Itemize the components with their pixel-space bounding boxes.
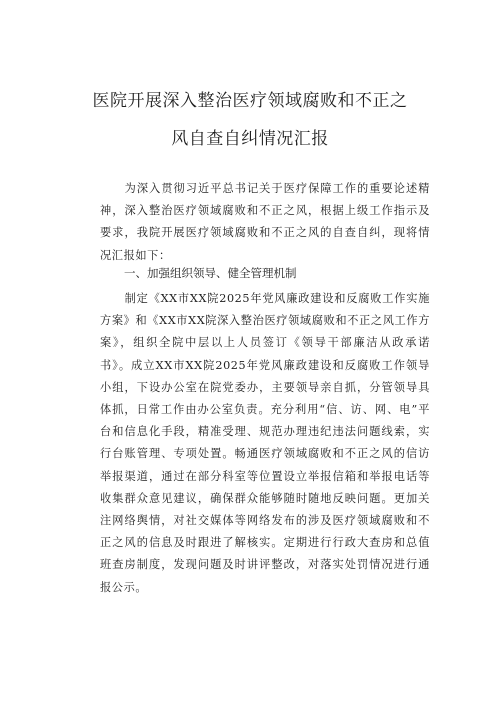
section-1-heading: 一、加强组织领导、健全管理机制 <box>124 266 297 280</box>
document-title-line-2: 风自查自纠情况汇报 <box>171 129 329 149</box>
document-title-line-1: 医院开展深入整治医疗领域腐败和不正之 <box>92 91 408 111</box>
intro-paragraph: 为深入贯彻习近平总书记关于医疗保障工作的重要论述精神，深入整治医疗领域腐败和不正之风，根据上级工作指示及要求，我院开展医疗领域腐败和不正之风的自查自纠，现将情况汇报如下： <box>100 182 430 262</box>
section-1-paragraph: 制定《XX市XX院2025年党风廉政建设和反腐败工作实施方案》和《XX市XX院深入整治医疗领域腐败和不正之风工作方案》，组织全院中层以上人员签订《领导干部廉洁从政承诺书》。成立XX市XX院2025年党风廉政建设和反腐败工作领导小组，下设办公室在院党委办，主要领导亲自抓，分管领导具体抓，日常工作由办公室负责。充分利用“信、访、网、电”平台和信息化手段，精准受理、规范办理违纪违法问题线索，实行台账管理、专项处置。畅通医疗领域腐败和不正之风的信访举报渠道，通过在部分科室等位置设立举报信箱和举报电话等收集群众意见建议，确保群众能够随时随地反映问题。更加关注网络舆情，对社交媒体等网络发布的涉及医疗领域腐败和不正之风的信息及时跟进了解核实。定期进行行政大查房和总值班查房制度，发现问题及时讲评整改，对落实处罚情况进行通报公示。 <box>100 292 430 594</box>
